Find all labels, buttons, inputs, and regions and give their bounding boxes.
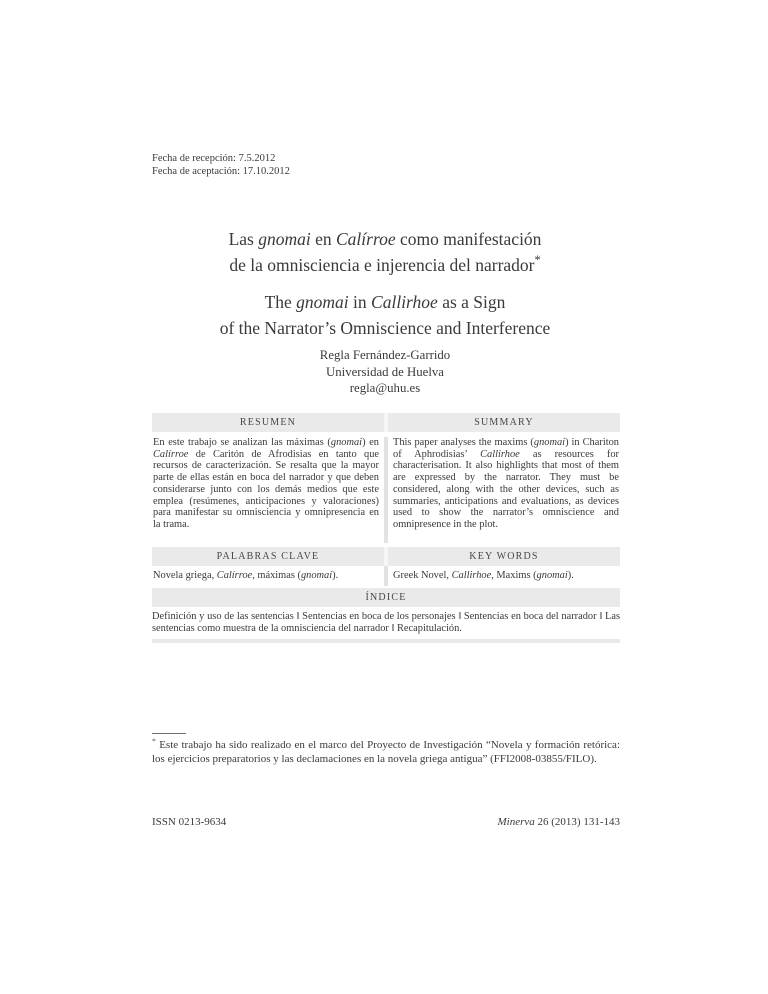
key-words-header: KEY WORDS bbox=[388, 547, 620, 566]
key-words-text: Greek Novel, Callirhoe, Maxims (gnomai). bbox=[393, 570, 574, 581]
title-english-line2: of the Narrator’s Omniscience and Interference bbox=[219, 318, 551, 338]
title-english-line1: The gnomai in Callirhoe as a Sign bbox=[264, 292, 506, 312]
table-bottom-rule bbox=[152, 639, 620, 643]
indice-header: ÍNDICE bbox=[152, 588, 620, 607]
reception-date: Fecha de recepción: 7.5.2012 bbox=[152, 153, 276, 164]
issn: ISSN 0213-9634 bbox=[152, 816, 227, 828]
abstract-body-row bbox=[152, 437, 620, 543]
palabras-clave-header: PALABRAS CLAVE bbox=[152, 547, 384, 566]
resumen-text: En este trabajo se analizan las máximas (gnomai) en Calírroe de Caritón de Afrodisias en tanto que recursos de caracterización. Se resalta que la mayor parte de ellas están en boca del narrador y que deben considerarse junto con los demás medios que este emplea (resúmenes, anticipaciones y valoraciones) para manifestar su omnisciencia y omnipresencia en la trama. bbox=[153, 437, 379, 530]
indice-text: Definición y uso de las sentencias ‖ Sentencias en boca de los personajes ‖ Sentencias en boca del narrador ‖ Las sentencias como muestra de la omnisciencia del narrador ‖ Recapitulación. bbox=[152, 611, 620, 634]
indice-header-row bbox=[152, 588, 620, 607]
keywords-header-row bbox=[152, 547, 620, 566]
author-name: Regla Fernández-Garrido bbox=[319, 348, 451, 362]
title-spanish-line1: Las gnomai en Calírroe como manifestación bbox=[228, 229, 542, 249]
abstract-table bbox=[152, 413, 620, 643]
footnote-text: * Este trabajo ha sido realizado en el marco del Proyecto de Investigación “Novela y formación retórica: los ejercicios preparatorios y las declamaciones en la novela griega antigua” (FFI2008-03855/FILO). bbox=[152, 736, 620, 765]
title-spanish-line2: de la omnisciencia e injerencia del narrador* bbox=[229, 253, 541, 275]
footnote-rule bbox=[152, 733, 186, 734]
summary-text: This paper analyses the maxims (gnomai) in Chariton of Aphrodisias’ Callirhoe as resources for characterisation. It also highlights that most of them are expressed by the narrator. They must be considered, along with the other devices, such as summaries, anticipations and evaluations, as devices used to show the narrator’s omniscience and omnipresence in the plot. bbox=[393, 437, 619, 530]
acceptance-date: Fecha de aceptación: 17.10.2012 bbox=[152, 166, 290, 177]
author-email: regla@uhu.es bbox=[349, 381, 421, 395]
author-block bbox=[150, 347, 620, 397]
title-english bbox=[150, 289, 620, 341]
author-affiliation: Universidad de Huelva bbox=[326, 364, 444, 379]
journal-reference: Minerva 26 (2013) 131-143 bbox=[497, 816, 620, 828]
palabras-clave-text: Novela griega, Calírroe, máximas (gnomai). bbox=[153, 570, 339, 581]
title-spanish bbox=[150, 226, 620, 278]
page-footer bbox=[152, 815, 620, 829]
summary-header: SUMMARY bbox=[388, 413, 620, 432]
footnote bbox=[152, 733, 620, 766]
keywords-body-row bbox=[152, 566, 620, 586]
resumen-header: RESUMEN bbox=[152, 413, 384, 432]
abstract-header-row bbox=[152, 413, 620, 432]
reception-dates bbox=[152, 152, 290, 178]
